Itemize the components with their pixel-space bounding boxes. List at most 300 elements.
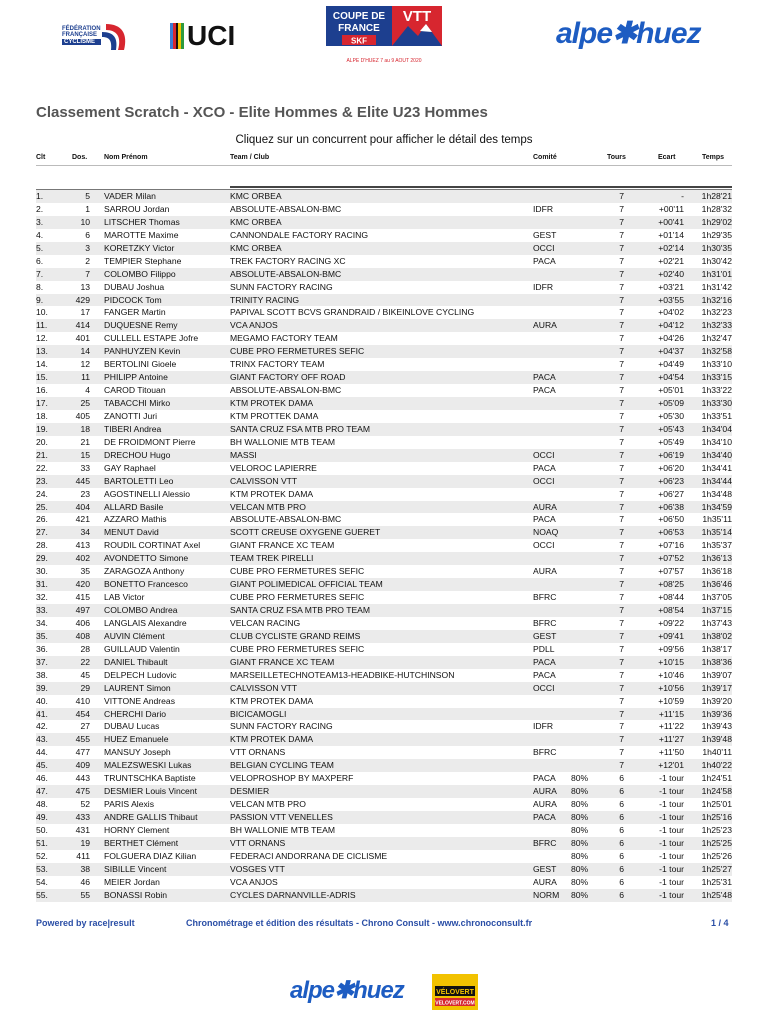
cell-team-name: CUBE PRO FERMETURES SEFIC: [230, 592, 365, 603]
table-row[interactable]: [36, 345, 732, 358]
cell-rider-name: LAURENT Simon: [104, 682, 171, 693]
cell-bib: 10: [80, 216, 90, 227]
cell-time: 1h34'10: [701, 436, 732, 447]
cell-team-name: KTM PROTEK DAMA: [230, 398, 314, 408]
cell-bib: 477: [75, 747, 90, 758]
cell-time: 1h34'48: [701, 488, 732, 499]
cell-laps: 7: [619, 385, 624, 396]
cell-bib: 25: [80, 398, 90, 408]
cell-time: 1h32'33: [701, 320, 732, 331]
cell-team-name: MARSEILLETECHNOTEAM13-HEADBIKE-HUTCHINSON: [230, 669, 455, 680]
table-row[interactable]: [36, 268, 732, 281]
cell-rider-name: AVONDETTO Simone: [104, 553, 189, 564]
cell-rank: 48.: [36, 799, 48, 810]
cell-comite: AURA: [533, 799, 557, 810]
cell-laps: 7: [619, 708, 624, 719]
velovert-line2: VELOVERT.COM: [435, 1000, 475, 1007]
table-row[interactable]: [36, 837, 732, 850]
cell-laps: 7: [619, 527, 624, 538]
table-row[interactable]: [36, 578, 732, 591]
table-row[interactable]: [36, 720, 732, 733]
cell-bib: 13: [80, 281, 90, 292]
table-row[interactable]: [36, 203, 732, 216]
cell-rider-name: ANDRE GALLIS Thibaut: [104, 812, 198, 822]
cell-laps: 7: [619, 747, 624, 758]
cell-rank: 35.: [36, 630, 48, 641]
cell-team-name: VCA ANJOS: [230, 876, 278, 887]
table-row[interactable]: [36, 539, 732, 552]
table-row[interactable]: [36, 371, 732, 384]
table-row[interactable]: [36, 850, 732, 863]
cell-laps: 7: [619, 592, 624, 603]
cell-team-name: VELCAN MTB PRO: [230, 501, 306, 512]
table-row[interactable]: [36, 384, 732, 397]
cell-comite: IDFR: [533, 203, 554, 214]
cell-laps: 7: [619, 333, 624, 344]
cell-time: 1h38'02: [701, 630, 732, 641]
cell-comite: PACA: [533, 372, 556, 383]
table-row[interactable]: [36, 759, 732, 772]
table-row[interactable]: [36, 190, 732, 203]
cell-rider-name: LITSCHER Thomas: [104, 216, 180, 227]
cell-team-name: VOSGES VTT: [230, 863, 285, 874]
cell-laps: 7: [619, 229, 624, 240]
cell-bib: 410: [75, 695, 90, 706]
table-row[interactable]: [36, 281, 732, 294]
cell-gap: +06'27: [658, 488, 684, 499]
alpe-huez-logo: alpe✱huez: [556, 17, 701, 50]
cell-rider-name: DRECHOU Hugo: [104, 449, 171, 460]
table-row[interactable]: [36, 772, 732, 785]
cell-rider-name: PHILIPP Antoine: [104, 372, 168, 383]
cell-rank: 31.: [36, 579, 48, 590]
cell-rank: 1.: [36, 191, 44, 201]
cell-rank: 40.: [36, 695, 48, 706]
cell-team-name: KMC ORBEA: [230, 191, 282, 201]
cell-time: 1h25'01: [701, 799, 732, 810]
table-row[interactable]: [36, 436, 732, 449]
cell-rider-name: ROUDIL CORTINAT Axel: [104, 540, 201, 551]
cell-rank: 29.: [36, 553, 48, 564]
cell-rank: 15.: [36, 372, 48, 383]
cell-time: 1h35'11: [702, 514, 732, 525]
cell-gap: +01'14: [658, 229, 684, 240]
cell-laps: 7: [619, 268, 624, 279]
table-row[interactable]: [36, 617, 732, 630]
cell-laps: 7: [619, 294, 624, 305]
cell-laps: 7: [619, 462, 624, 473]
cell-rank: 27.: [36, 527, 48, 538]
cell-laps: 6: [619, 889, 624, 900]
cell-comite: BFRC: [533, 747, 557, 758]
cell-team-name: ABSOLUTE-ABSALON-BMC: [230, 203, 342, 214]
cell-percent: 80%: [571, 850, 589, 861]
cell-rider-name: DUBAU Joshua: [104, 281, 165, 292]
credit-link[interactable]: Chronométrage et édition des résultats - Chrono Consult - www.chronoconsult.fr: [186, 918, 533, 928]
cell-bib: 19: [80, 837, 90, 848]
cell-rank: 17.: [36, 398, 48, 408]
cell-rank: 28.: [36, 540, 48, 551]
cell-gap: +04'37: [658, 346, 684, 357]
cell-laps: 7: [619, 656, 624, 667]
table-row[interactable]: [36, 669, 732, 682]
cell-comite: GEST: [533, 229, 557, 240]
cell-team-name: VELOPROSHOP BY MAXPERF: [230, 773, 354, 784]
cell-laps: 6: [619, 799, 624, 810]
cell-rank: 49.: [36, 812, 48, 822]
cell-gap: -1 tour: [659, 799, 684, 810]
table-row[interactable]: [36, 462, 732, 475]
table-row[interactable]: [36, 708, 732, 721]
cell-bib: 431: [75, 824, 90, 835]
cell-time: 1h30'42: [701, 255, 732, 266]
cell-bib: 475: [75, 786, 90, 797]
cell-rider-name: DANIEL Thibault: [104, 656, 168, 667]
cell-rider-name: VITTONE Andreas: [104, 695, 176, 706]
cell-team-name: TRINITY RACING: [230, 294, 300, 305]
cell-bib: 12: [80, 359, 90, 370]
cell-team-name: KTM PROTEK DAMA: [230, 488, 314, 499]
table-row[interactable]: [36, 216, 732, 229]
cell-comite: PACA: [533, 255, 556, 266]
table-row[interactable]: [36, 423, 732, 436]
cell-team-name: BH WALLONIE MTB TEAM: [230, 824, 336, 835]
cell-bib: 408: [75, 630, 90, 641]
cell-rider-name: ZANOTTI Juri: [104, 410, 157, 421]
cell-time: 1h39'17: [701, 682, 732, 693]
table-row[interactable]: [36, 229, 732, 242]
cell-rider-name: MANSUY Joseph: [104, 747, 171, 758]
cell-rank: 46.: [36, 773, 48, 784]
cell-time: 1h34'41: [701, 462, 732, 473]
cell-rank: 50.: [36, 824, 48, 835]
cell-team-name: KTM PROTEK DAMA: [230, 734, 314, 745]
cell-laps: 7: [619, 734, 624, 745]
cell-laps: 7: [619, 682, 624, 693]
cell-team-name: ABSOLUTE-ABSALON-BMC: [230, 268, 342, 279]
powered-by-link[interactable]: Powered by race|result: [36, 918, 135, 928]
cell-gap: +10'15: [658, 656, 684, 667]
cell-rider-name: DELPECH Ludovic: [104, 669, 177, 680]
cdf-date: ALPE D'HUEZ 7 au 9 AOUT 2020: [346, 58, 422, 64]
cell-time: 1h32'16: [701, 294, 732, 305]
page-title: Classement Scratch - XCO - Elite Hommes & Elite U23 Hommes: [36, 104, 488, 121]
table-row[interactable]: [36, 889, 732, 902]
cell-bib: 2: [85, 255, 90, 266]
cell-bib: 29: [80, 682, 90, 693]
cell-team-name: SUNN FACTORY RACING: [230, 721, 333, 732]
table-row[interactable]: [36, 255, 732, 268]
table-row[interactable]: [36, 876, 732, 889]
table-row[interactable]: [36, 798, 732, 811]
cell-rider-name: MALEZSWESKI Lukas: [104, 760, 192, 771]
cell-gap: +11'15: [658, 708, 684, 719]
cell-laps: 7: [619, 605, 624, 615]
cell-gap: +11'27: [658, 734, 684, 745]
cell-gap: +10'46: [658, 669, 684, 680]
cell-time: 1h40'22: [701, 760, 732, 771]
table-row[interactable]: [36, 306, 732, 319]
cell-laps: 7: [619, 320, 624, 331]
header-logos: [0, 0, 768, 72]
cell-laps: 7: [619, 669, 624, 680]
cell-gap: +06'19: [658, 449, 684, 460]
table-row[interactable]: [36, 552, 732, 565]
cdf-line1: COUPE DE: [332, 11, 386, 22]
table-row[interactable]: [36, 824, 732, 837]
cell-rank: 13.: [36, 346, 48, 357]
uci-stripes-icon: [170, 23, 184, 49]
cell-comite: PACA: [533, 514, 556, 525]
cell-time: 1h25'25: [701, 837, 732, 848]
cell-laps: 7: [619, 630, 624, 641]
cell-rider-name: COLOMBO Andrea: [104, 605, 178, 615]
table-row[interactable]: [36, 488, 732, 501]
cell-rider-name: HORNY Clement: [104, 824, 170, 835]
cell-gap: +04'12: [658, 320, 684, 331]
cell-laps: 7: [619, 346, 624, 357]
col-ecart: Ecart: [658, 154, 676, 161]
cell-gap: -1 tour: [659, 876, 684, 887]
cell-laps: 7: [619, 255, 624, 266]
cell-comite: GEST: [533, 630, 557, 641]
cell-time: 1h36'46: [701, 579, 732, 590]
table-row[interactable]: [36, 746, 732, 759]
table-row[interactable]: [36, 449, 732, 462]
cell-rank: 8.: [36, 281, 44, 292]
cell-time: 1h37'15: [701, 605, 732, 615]
cell-rider-name: PARIS Alexis: [104, 799, 154, 810]
cell-rank: 41.: [36, 708, 48, 719]
cell-team-name: CANNONDALE FACTORY RACING: [230, 229, 369, 240]
cell-gap: +05'01: [658, 385, 684, 396]
cell-laps: 7: [619, 721, 624, 732]
cell-gap: +00'41: [658, 216, 684, 227]
cell-time: 1h33'30: [701, 398, 732, 408]
table-row[interactable]: [36, 319, 732, 332]
ffc-logo: [60, 20, 130, 56]
table-row[interactable]: [36, 410, 732, 423]
cell-gap: +07'16: [658, 540, 684, 551]
cell-laps: 6: [619, 837, 624, 848]
cell-gap: +05'09: [658, 398, 684, 408]
cell-rider-name: AUVIN Clément: [104, 630, 165, 641]
cell-bib: 405: [75, 410, 90, 421]
table-row[interactable]: [36, 630, 732, 643]
cell-gap: +11'22: [658, 721, 684, 732]
cell-laps: 7: [619, 191, 624, 201]
cell-rank: 3.: [36, 216, 44, 227]
cell-bib: 4: [85, 385, 90, 396]
cell-rank: 16.: [36, 385, 48, 396]
cell-gap: -1 tour: [659, 773, 684, 784]
cell-team-name: VCA ANJOS: [230, 320, 278, 331]
cell-team-name: TEAM TREK PIRELLI: [230, 553, 314, 564]
cell-team-name: CALVISSON VTT: [230, 682, 298, 693]
cell-time: 1h30'35: [701, 242, 732, 253]
cell-rank: 36.: [36, 643, 48, 654]
sponsor-logos: [0, 972, 768, 1012]
cell-gap: -1 tour: [659, 786, 684, 797]
cell-bib: 22: [80, 656, 90, 667]
cell-percent: 80%: [571, 786, 589, 797]
cell-laps: 7: [619, 566, 624, 577]
cell-rider-name: DUQUESNE Remy: [104, 320, 178, 331]
cell-gap: +06'38: [658, 501, 684, 512]
table-row[interactable]: [36, 501, 732, 514]
cell-rank: 20.: [36, 436, 48, 447]
cell-rider-name: BARTOLETTI Leo: [104, 475, 174, 486]
cell-percent: 80%: [571, 773, 589, 784]
cell-comite: PACA: [533, 669, 556, 680]
footer: [0, 918, 768, 932]
cell-team-name: MEGAMO FACTORY TEAM: [230, 333, 338, 344]
cell-bib: 420: [75, 579, 90, 590]
cell-comite: OCCI: [533, 540, 555, 551]
cell-rank: 14.: [36, 359, 48, 370]
cell-bib: 33: [80, 462, 90, 473]
cell-rank: 47.: [36, 786, 48, 797]
cell-time: 1h31'01: [701, 268, 732, 279]
cell-laps: 7: [619, 216, 624, 227]
cell-comite: PACA: [533, 773, 556, 784]
table-row[interactable]: [36, 526, 732, 539]
cell-rider-name: AZZARO Mathis: [104, 514, 167, 525]
cell-team-name: GIANT POLIMEDICAL OFFICIAL TEAM: [230, 579, 383, 590]
table-row[interactable]: [36, 733, 732, 746]
cell-team-name: CLUB CYCLISTE GRAND REIMS: [230, 630, 361, 641]
cell-rider-name: TEMPIER Stephane: [104, 255, 182, 266]
cell-rank: 6.: [36, 255, 44, 266]
cell-bib: 11: [81, 372, 90, 383]
cell-team-name: CUBE PRO FERMETURES SEFIC: [230, 346, 365, 357]
table-row[interactable]: [36, 863, 732, 876]
cell-gap: +04'02: [658, 307, 684, 318]
cell-time: 1h33'22: [701, 385, 732, 396]
table-row[interactable]: [36, 294, 732, 307]
table-row[interactable]: [36, 604, 732, 617]
table-row[interactable]: [36, 656, 732, 669]
table-row[interactable]: [36, 695, 732, 708]
cell-team-name: KMC ORBEA: [230, 242, 282, 253]
cell-time: 1h32'23: [701, 307, 732, 318]
cell-rank: 10.: [36, 307, 48, 318]
table-row[interactable]: [36, 682, 732, 695]
cell-bib: 28: [80, 643, 90, 654]
cell-time: 1h38'17: [701, 643, 732, 654]
cell-gap: -1 tour: [659, 850, 684, 861]
cell-comite: PDLL: [533, 643, 555, 654]
cell-team-name: VELCAN MTB PRO: [230, 799, 306, 810]
cell-rank: 53.: [36, 863, 48, 874]
cell-comite: OCCI: [533, 449, 555, 460]
cell-rank: 55.: [36, 889, 48, 900]
table-row[interactable]: [36, 475, 732, 488]
cell-bib: 1: [85, 203, 90, 214]
col-temps: Temps: [702, 154, 725, 161]
cell-time: 1h31'42: [701, 281, 732, 292]
cell-time: 1h35'14: [701, 527, 732, 538]
cell-team-name: PAPIVAL SCOTT BCVS GRANDRAID / BIKEINLOVE CYCLING: [230, 307, 475, 318]
cell-laps: 7: [619, 553, 624, 564]
cell-rider-name: BONETTO Francesco: [104, 579, 188, 590]
cell-laps: 7: [619, 449, 624, 460]
table-row[interactable]: [36, 643, 732, 656]
cell-bib: 454: [75, 708, 90, 719]
cell-bib: 421: [75, 514, 90, 525]
table-row[interactable]: [36, 332, 732, 345]
cell-bib: 7: [85, 268, 90, 279]
table-row[interactable]: [36, 565, 732, 578]
cell-comite: PACA: [533, 656, 556, 667]
cell-team-name: CUBE PRO FERMETURES SEFIC: [230, 643, 365, 654]
cell-rank: 42.: [36, 721, 48, 732]
cell-time: 1h28'32: [701, 203, 732, 214]
page-number: 1 / 4: [711, 918, 729, 928]
cell-rank: 38.: [36, 669, 48, 680]
table-row[interactable]: [36, 397, 732, 410]
cell-team-name: DESMIER: [230, 786, 270, 797]
cell-rank: 34.: [36, 617, 48, 628]
cell-gap: +08'25: [658, 579, 684, 590]
cell-rider-name: BERTHET Clément: [104, 837, 179, 848]
cell-team-name: TREK FACTORY RACING XC: [230, 255, 346, 266]
cdf-skf: SKF: [351, 36, 367, 46]
cell-gap: -: [681, 191, 684, 201]
cell-comite: GEST: [533, 863, 557, 874]
table-row[interactable]: [36, 513, 732, 526]
cell-rider-name: DE FROIDMONT Pierre: [104, 436, 196, 447]
cell-team-name: VELCAN RACING: [230, 617, 301, 628]
cell-bib: 411: [76, 850, 90, 861]
cell-team-name: TRINX FACTORY TEAM: [230, 359, 325, 370]
cell-rank: 2.: [36, 203, 44, 214]
table-row[interactable]: [36, 811, 732, 824]
cell-rider-name: MENUT David: [104, 527, 159, 538]
cell-rank: 43.: [36, 734, 48, 745]
cell-time: 1h36'13: [701, 553, 732, 564]
table-row[interactable]: [36, 242, 732, 255]
cell-laps: 6: [619, 863, 624, 874]
cell-gap: +02'14: [658, 242, 684, 253]
cell-bib: 38: [80, 863, 90, 874]
cell-gap: +03'55: [658, 294, 684, 305]
cell-laps: 7: [619, 307, 624, 318]
cell-percent: 80%: [571, 812, 589, 822]
table-row[interactable]: [36, 785, 732, 798]
cell-time: 1h33'15: [701, 372, 732, 383]
cell-rider-name: KORETZKY Victor: [104, 242, 175, 253]
cell-laps: 7: [619, 488, 624, 499]
cell-time: 1h35'37: [701, 540, 732, 551]
cell-comite: BFRC: [533, 617, 557, 628]
cell-laps: 6: [619, 850, 624, 861]
cell-rank: 44.: [36, 747, 48, 758]
cell-time: 1h37'05: [701, 592, 732, 603]
cell-rider-name: SARROU Jordan: [104, 203, 170, 214]
cell-gap: +10'59: [658, 695, 684, 706]
cell-rank: 30.: [36, 566, 48, 577]
table-row[interactable]: [36, 358, 732, 371]
cell-rider-name: CHERCHI Dario: [104, 708, 167, 719]
cell-laps: 7: [619, 501, 624, 512]
cell-comite: NORM: [533, 889, 560, 900]
cell-time: 1h39'48: [701, 734, 732, 745]
table-row[interactable]: [36, 591, 732, 604]
cell-gap: +04'54: [658, 372, 684, 383]
cell-time: 1h32'58: [701, 346, 732, 357]
cell-laps: 7: [619, 695, 624, 706]
